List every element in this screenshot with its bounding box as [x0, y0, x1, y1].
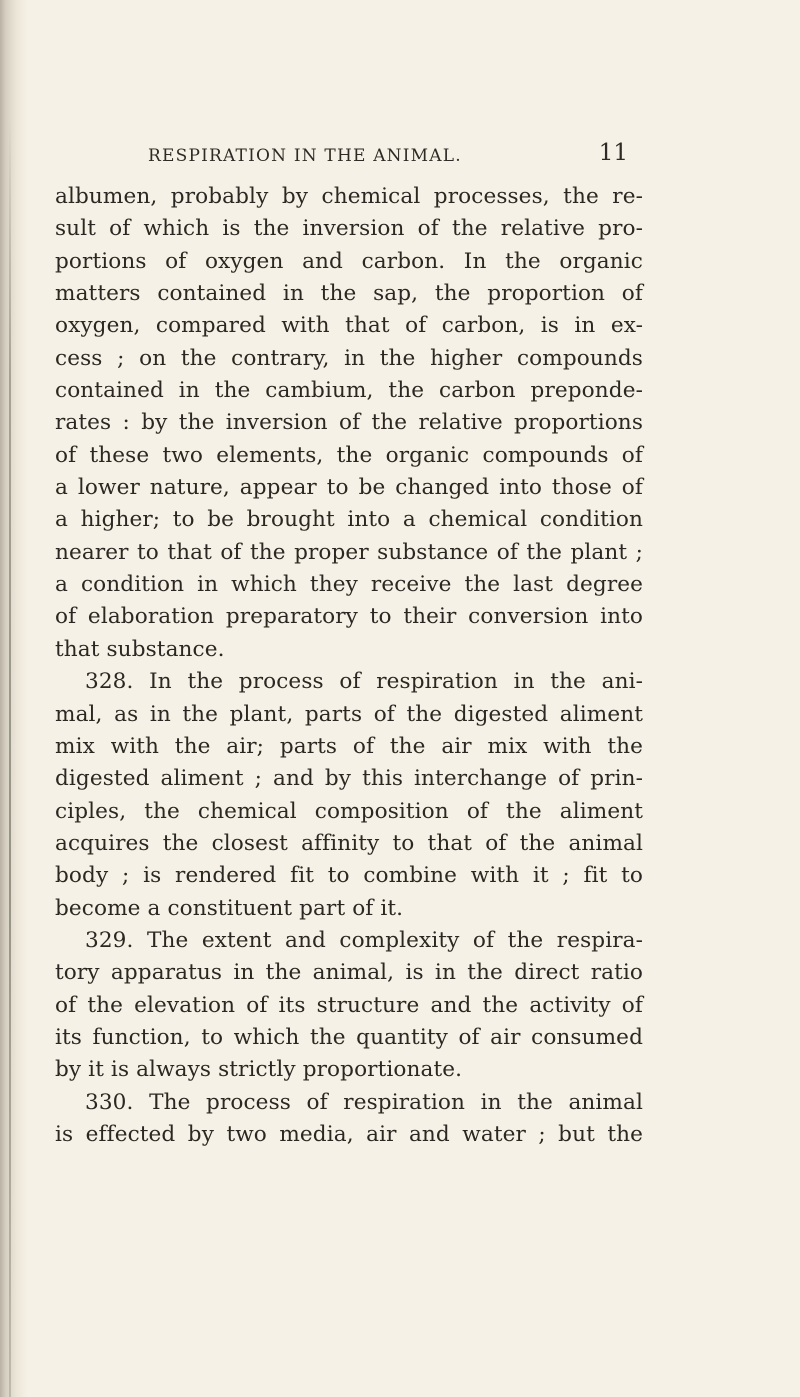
text-line: mal, as in the plant, parts of the digested aliment: [55, 701, 643, 727]
text-line: oxygen, compared with that of carbon, is in ex-: [55, 313, 643, 339]
paragraph-end-line: that substance.: [55, 636, 225, 662]
page-number: 11: [598, 140, 628, 166]
text-line: a condition in which they receive the last degree: [55, 572, 643, 598]
text-line: tory apparatus in the animal, is in the direct ratio: [55, 960, 643, 986]
running-title: RESPIRATION IN THE ANIMAL.: [148, 146, 462, 166]
paragraph-end-line: become a constituent part of it.: [55, 895, 404, 921]
paragraph-329-start: 329. The extent and complexity of the respira-: [85, 927, 643, 953]
text-line: contained in the cambium, the carbon preponde-: [55, 378, 643, 404]
text-line: its function, to which the quantity of air consumed: [55, 1024, 643, 1050]
text-line: of the elevation of its structure and the activity of: [55, 992, 643, 1018]
text-line: matters contained in the sap, the proportion of: [55, 281, 643, 307]
paragraph-330-start: 330. The process of respiration in the animal: [85, 1089, 643, 1115]
body-text: [55, 181, 643, 1151]
text-line: a higher; to be brought into a chemical condition: [55, 507, 643, 533]
text-line: a lower nature, appear to be changed into those of: [55, 475, 643, 501]
text-line: of these two elements, the organic compounds of: [55, 442, 643, 468]
paragraph-328-start: 328. In the process of respiration in the ani-: [85, 669, 643, 695]
text-line: rates : by the inversion of the relative proportions: [55, 410, 643, 436]
text-line: mix with the air; parts of the air mix with the: [55, 733, 643, 759]
text-line: nearer to that of the proper substance of the plant ;: [55, 539, 643, 565]
running-head: [148, 140, 628, 170]
text-line: portions of oxygen and carbon. In the organic: [55, 248, 643, 274]
page-edge-shadow: [0, 0, 28, 1397]
text-line: digested aliment ; and by this interchange of prin-: [55, 766, 643, 792]
text-line: ciples, the chemical composition of the aliment: [55, 798, 643, 824]
text-line: acquires the closest affinity to that of the animal: [55, 830, 643, 856]
text-line: is effected by two media, air and water ; but the: [55, 1121, 643, 1147]
text-line: cess ; on the contrary, in the higher compounds: [55, 345, 643, 371]
text-line: albumen, probably by chemical processes, the re-: [55, 184, 643, 209]
binding-gutter: [9, 120, 11, 1397]
paragraph-end-line: by it is always strictly proportionate.: [55, 1057, 463, 1083]
text-line: of elaboration preparatory to their conversion into: [55, 604, 643, 630]
text-line: sult of which is the inversion of the relative pro-: [55, 216, 643, 242]
text-line: body ; is rendered fit to combine with it ; fit to: [55, 863, 643, 889]
